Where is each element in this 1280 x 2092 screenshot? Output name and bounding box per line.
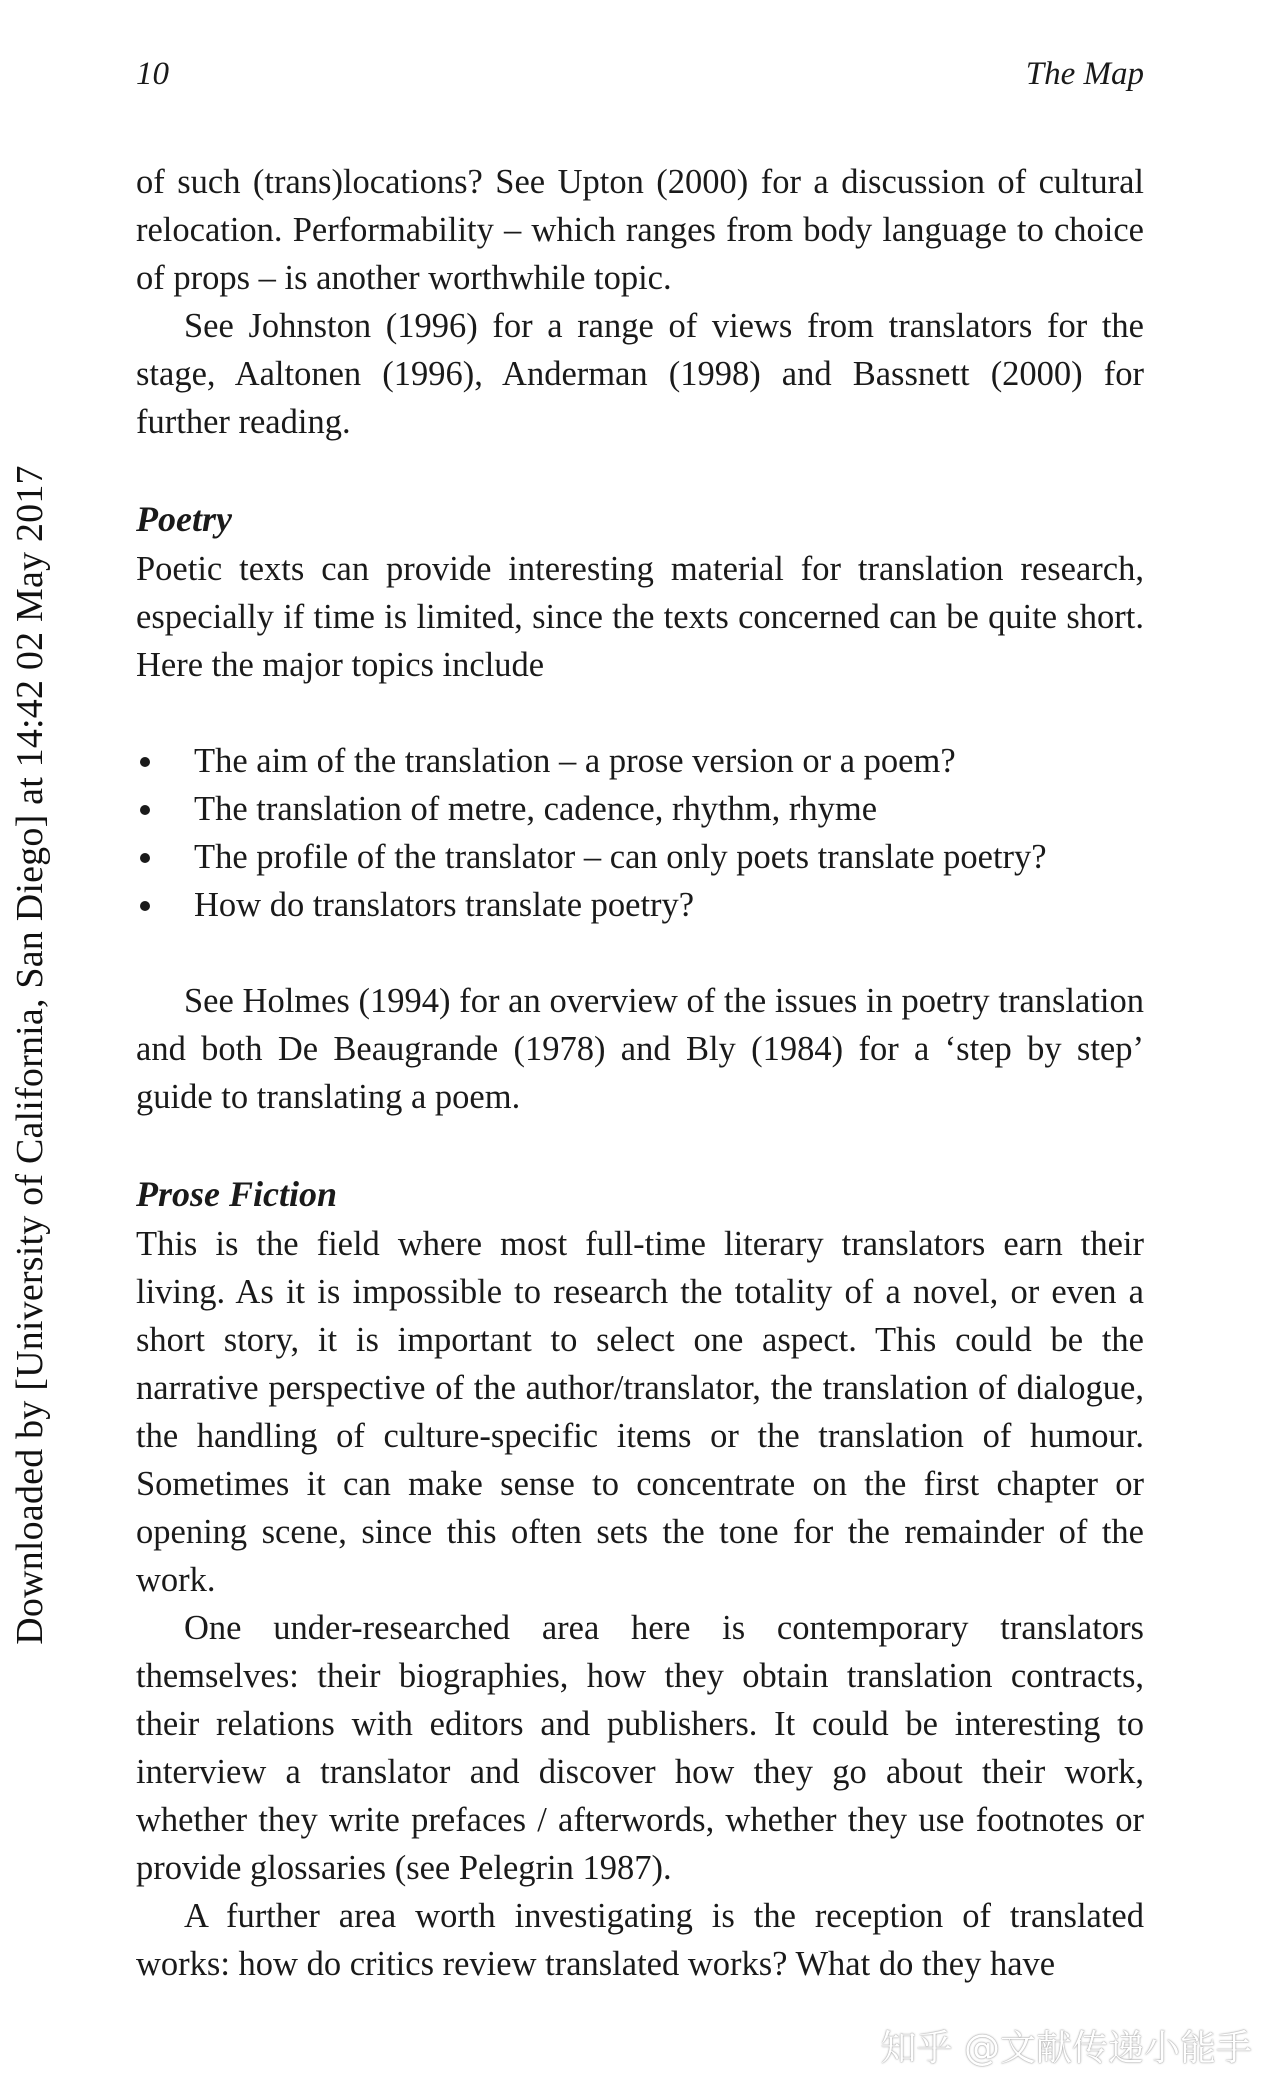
list-item-text: The aim of the translation – a prose version or a poem? [194, 742, 956, 780]
list-item [136, 881, 1144, 929]
list-item [136, 833, 1144, 881]
list-item-text: How do translators translate poetry? [194, 886, 695, 924]
bullet-icon [140, 805, 150, 815]
page-number: 10 [136, 56, 169, 92]
list-item-text: The translation of metre, cadence, rhythm, rhyme [194, 790, 878, 828]
paragraph: One under-researched area here is contemporary translators themselves: their biographies, how they obtain translation contracts, their relations with editors and publishers. It could be interesting to interview a translator and discover how they go about their work, whether they write prefaces / afterwords, whether they use footnotes or provide glossaries (see Pelegrin 1987). [136, 1609, 1144, 1887]
paragraph: See Johnston (1996) for a range of views from translators for the stage, Aaltonen (1996), Anderman (1998) and Bassnett (2000) for further reading. [136, 307, 1144, 441]
page-header [136, 52, 1144, 96]
bullet-icon [140, 901, 150, 911]
list-item-text: The profile of the translator – can only poets translate poetry? [194, 838, 1047, 876]
bullet-icon [140, 853, 150, 863]
running-title: The Map [1025, 56, 1144, 92]
page-body [136, 158, 1144, 1988]
paragraph: This is the field where most full-time literary translators earn their living. As it is impossible to research the totality of a novel, or even a short story, it is important to select one aspect. This could be the narrative perspective of the author/translator, the translation of dialogue, the handling of culture-specific items or the translation of humour. Sometimes it can make sense to concentrate on the first chapter or opening scene, since this often sets the tone for the remainder of the work. [136, 1225, 1144, 1599]
poetry-topic-list [136, 737, 1144, 929]
list-item [136, 737, 1144, 785]
bullet-icon [140, 757, 150, 767]
section-heading-poetry: Poetry [136, 499, 232, 539]
download-notice [0, 420, 60, 1690]
section-heading-prose-fiction: Prose Fiction [136, 1174, 338, 1214]
download-notice-text: Downloaded by [University of California, San Diego] at 14:42 02 May 2017 [9, 465, 51, 1645]
paragraph: Poetic texts can provide interesting material for translation research, especially if time is limited, since the texts concerned can be quite short. Here the major topics include [136, 550, 1144, 684]
paragraph: A further area worth investigating is the reception of translated works: how do critics review translated works? What do they have [136, 1897, 1144, 1983]
watermark: 知乎 @文献传递小能手 [880, 2028, 1252, 2069]
paragraph: of such (trans)locations? See Upton (2000) for a discussion of cultural relocation. Performability – which ranges from body language to choice of props – is another worthwhile topic. [136, 163, 1144, 297]
list-item [136, 785, 1144, 833]
paragraph: See Holmes (1994) for an overview of the issues in poetry translation and both De Beaugrande (1978) and Bly (1984) for a ‘step by step’ guide to translating a poem. [136, 982, 1144, 1116]
